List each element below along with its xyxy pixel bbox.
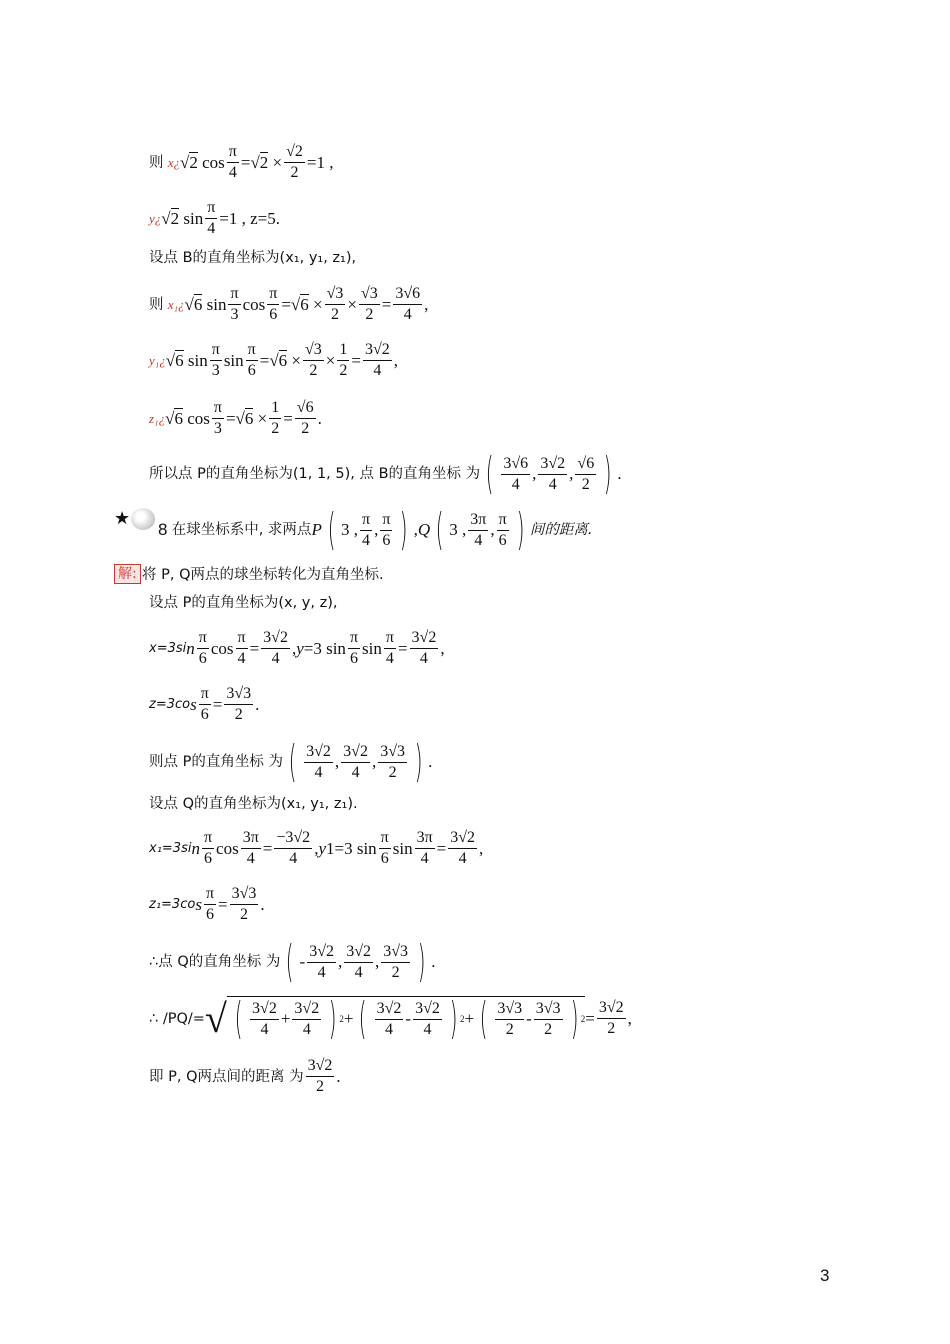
frac: $\frac{3\pi}{4}$ bbox=[242, 829, 259, 867]
prefix: x=3si bbox=[149, 640, 187, 656]
page-number: 3 bbox=[820, 1266, 830, 1285]
paren-right: ) bbox=[328, 993, 337, 1044]
radical-sign: √ bbox=[204, 995, 227, 1041]
var-x1: x₁ bbox=[167, 296, 179, 312]
frac: $\frac{\pi}{6}$ bbox=[382, 510, 391, 549]
formula-prefix: ∴ /PQ/= bbox=[149, 1010, 205, 1027]
exponent: 2 bbox=[339, 1014, 344, 1024]
paren-right: ) bbox=[417, 936, 426, 987]
frac: $\frac{3√2}{2}$ bbox=[307, 1057, 333, 1095]
frac: $\frac{3\pi}{4}$ bbox=[470, 510, 487, 549]
eq-line-z1: z₁ ¿ √6 cos $\frac{\pi}{3}$ =√6 × $\frac{1}{2}$ = $\frac{√6}{2}$ . bbox=[149, 399, 322, 437]
math-run: sin bbox=[223, 350, 244, 370]
frac: $\frac{3√3}{2}$ bbox=[231, 885, 257, 923]
paren-right: ) bbox=[570, 993, 578, 1044]
frac: $\frac{\pi}{6}$ bbox=[198, 629, 207, 667]
frac: $\frac{3√6}{4}$ bbox=[395, 285, 421, 323]
math-run: cos bbox=[242, 294, 266, 314]
frac: $\frac{√2}{2}$ bbox=[286, 143, 303, 181]
eq-line-y1: y₁ ¿ √6 sin $\frac{\pi}{3}$ sin $\frac{\pi}{6}$ =√6 × $\frac{√3}{2}$ × $\frac{1}{2}$ = $\frac{3√2}{4}$ , bbox=[149, 341, 398, 379]
eq-line-q-z: z₁=3co s $\frac{\pi}{6}$ = $\frac{3√3}{2}$ . bbox=[149, 885, 265, 923]
frac: $\frac{3√2}{4}$ bbox=[411, 629, 437, 667]
frac: $\frac{3√2}{4}$ bbox=[263, 629, 288, 667]
paren-right: ) bbox=[400, 504, 408, 555]
frac: $\frac{3√2}{4}$ bbox=[415, 999, 440, 1038]
text-ze: 则 bbox=[149, 154, 164, 171]
final-text: 即 P, Q两点间的距离 为 bbox=[149, 1068, 304, 1085]
frac: $\frac{\pi}{6}$ bbox=[205, 885, 215, 923]
frac: $\frac{√3}{2}$ bbox=[305, 341, 322, 379]
frac: $\frac{3√2}{4}$ bbox=[450, 829, 476, 867]
paren-right: ) bbox=[516, 504, 525, 555]
frac: $\frac{3\pi}{4}$ bbox=[416, 829, 433, 867]
frac: $\frac{3√2}{4}$ bbox=[252, 999, 277, 1038]
paren-left: ( bbox=[286, 936, 294, 987]
eq-line-x1: 则 x₁ ¿ √6 sin $\frac{\pi}{3}$ cos $\frac{\pi}{6}$ =√6 × $\frac{√3}{2}$ × $\frac{√3}{2}$ = $\frac{3√6}{4}$ , bbox=[149, 285, 429, 323]
paren-left: ( bbox=[359, 993, 367, 1044]
eq-line-p-xy: x=3si n $\frac{\pi}{6}$ cos $\frac{\pi}{4}$ = $\frac{3√2}{4}$ , y =3 sin $\frac{\pi}{6}$ sin $\frac{\pi}{4}$ = $\frac{3√2}{4}$ , bbox=[149, 629, 445, 667]
frac: $\frac{-3√2}{4}$ bbox=[276, 829, 311, 867]
math-run: =1 , z=5. bbox=[219, 208, 281, 228]
conclusion-line-q: ∴点 Q的直角坐标 为 ( - $\frac{3√2}{4}$ , $\frac{3√2}{4}$ , $\frac{3√3}{2}$ ) . bbox=[149, 936, 436, 987]
math-run: √6 sin bbox=[184, 294, 227, 314]
exponent: 2 bbox=[580, 1014, 586, 1024]
eq-line-x bbox=[149, 142, 334, 183]
frac: $\frac{3√3}{2}$ bbox=[226, 685, 252, 723]
frac: $\frac{√6}{2}$ bbox=[296, 399, 314, 437]
frac: $\frac{\pi}{3}$ bbox=[230, 285, 239, 323]
frac: $\frac{\pi}{3}$ bbox=[213, 399, 222, 437]
text-line: 将 P, Q两点的球坐标转化为直角坐标. bbox=[142, 567, 384, 583]
math-run: =√6 × bbox=[281, 294, 323, 314]
eq-line-q-xy: x₁=3si n $\frac{\pi}{6}$ cos $\frac{3\pi}{4}$ = $\frac{-3√2}{4}$ , y 1=3 sin $\frac{\pi}{6}$ sin $\frac{3\pi}{4}$ = $\frac{3√2}{4}$ , bbox=[149, 829, 484, 867]
frac: $\frac{\pi}{4}$ bbox=[237, 629, 246, 667]
frac: $\frac{\pi}{4}$ bbox=[228, 143, 237, 181]
math-run: =√6 × bbox=[225, 408, 268, 428]
frac: $\frac{√6}{2}$ bbox=[577, 454, 595, 493]
frac: $\frac{3√6}{4}$ bbox=[503, 454, 529, 493]
junk-glyph: ¿ bbox=[173, 154, 181, 170]
frac: $\frac{1}{2}$ bbox=[271, 399, 280, 437]
var-y1: y₁ bbox=[149, 352, 160, 368]
var-z1: z₁ bbox=[149, 410, 159, 426]
frac: $\frac{\pi}{6}$ bbox=[247, 341, 256, 379]
bullet-circle-icon bbox=[131, 508, 155, 530]
frac: $\frac{\pi}{3}$ bbox=[211, 341, 220, 379]
paren-right: ) bbox=[603, 448, 612, 499]
prefix: z=3co bbox=[149, 696, 191, 712]
text-ze: 则 bbox=[149, 296, 164, 313]
frac: $\frac{3√2}{2}$ bbox=[598, 999, 624, 1037]
text-line: 设点 P的直角坐标为(x, y, z), bbox=[149, 595, 338, 611]
math-run: =√6 × bbox=[259, 350, 301, 370]
frac: $\frac{\pi}{6}$ bbox=[203, 829, 213, 867]
prefix: x₁=3si bbox=[149, 840, 192, 856]
frac: $\frac{3√2}{4}$ bbox=[540, 454, 566, 493]
frac: $\frac{\pi}{4}$ bbox=[362, 510, 371, 549]
junk-glyph: ¿ bbox=[178, 296, 185, 312]
frac: $\frac{3√2}{4}$ bbox=[364, 341, 390, 379]
frac: $\frac{√3}{2}$ bbox=[360, 285, 378, 323]
conclusion-line-p: 则点 P的直角坐标 为 ( $\frac{3√2}{4}$ , $\frac{3√2}{4}$ , $\frac{3√3}{2}$ ) . bbox=[149, 736, 433, 787]
math-run: √6 sin bbox=[165, 350, 208, 370]
math-run: √2 cos bbox=[180, 152, 225, 172]
question-8: 8 在球坐标系中, 求两点 P ( 3 , $\frac{\pi}{4}$ , $\frac{\pi}{6}$ ) , Q ( 3 , $\frac{3\pi}{4}$ , $\frac{\pi}{6}$ ) 间的距离. bbox=[158, 504, 593, 555]
paren-right: ) bbox=[449, 993, 458, 1044]
frac: $\frac{3√3}{2}$ bbox=[535, 999, 561, 1038]
math-run: =√2 × bbox=[240, 152, 283, 172]
frac: $\frac{\pi}{4}$ bbox=[207, 199, 216, 237]
conclusion-text: 所以点 P的直角坐标为(1, 1, 5), 点 B的直角坐标 为 bbox=[149, 466, 481, 482]
var-x: x bbox=[167, 154, 174, 170]
conclusion-text: 则点 P的直角坐标 为 bbox=[149, 754, 283, 770]
final-answer: 即 P, Q两点间的距离 为 $\frac{3√2}{2}$ . bbox=[149, 1057, 341, 1095]
paren-left: ( bbox=[479, 993, 488, 1044]
frac: $\frac{3√3}{2}$ bbox=[383, 942, 409, 981]
question-tail: 间的距离. bbox=[529, 522, 593, 538]
frac: $\frac{3√2}{4}$ bbox=[294, 999, 320, 1038]
text-line: 设点 Q的直角坐标为(x₁, y₁, z₁). bbox=[149, 796, 358, 812]
frac: $\frac{\pi}{6}$ bbox=[380, 829, 389, 867]
frac: $\frac{\pi}{6}$ bbox=[269, 285, 278, 323]
distance-formula: ∴ /PQ/= √ ( $\frac{3√2}{4}$ + $\frac{3√2}{4}$ ) 2 + ( $\frac{3√2}{4}$ - $\frac{3√2}{4}$ ) 2 + ( $\frac{3√3}{2}$ - $\frac{3√3}{2}$ ) 2 = $\frac{3√2}{2}$ , bbox=[149, 993, 632, 1044]
frac: $\frac{3√2}{4}$ bbox=[306, 742, 331, 781]
math-run: √6 cos bbox=[165, 408, 210, 428]
radicand: ( $\frac{3√2}{4}$ + $\frac{3√2}{4}$ ) 2 + ( $\frac{3√2}{4}$ - $\frac{3√2}{4}$ ) 2 + ( $\frac{3√3}{2}$ - $\frac{3√3}{2}$ ) 2 bbox=[227, 996, 585, 1041]
eq-line-p-z: z=3co s $\frac{\pi}{6}$ = $\frac{3√3}{2}$ . bbox=[149, 685, 260, 723]
junk-glyph: ¿ bbox=[154, 210, 162, 226]
frac: $\frac{3√2}{4}$ bbox=[376, 999, 402, 1038]
math-run: =1 , bbox=[306, 152, 334, 172]
frac: $\frac{1}{2}$ bbox=[339, 341, 348, 379]
paren-left: ( bbox=[485, 448, 494, 499]
frac: $\frac{3√2}{4}$ bbox=[309, 942, 334, 981]
paren-left: ( bbox=[327, 504, 336, 555]
frac: $\frac{3√3}{2}$ bbox=[497, 999, 523, 1038]
star-icon: ★ bbox=[114, 508, 131, 529]
question-number: 8 bbox=[158, 520, 168, 539]
math-run: P bbox=[311, 520, 322, 539]
conclusion-text: ∴点 Q的直角坐标 为 bbox=[149, 954, 281, 970]
var-y: y bbox=[149, 210, 155, 226]
junk-glyph: ¿ bbox=[158, 410, 166, 426]
prefix: z₁=3co bbox=[149, 896, 196, 912]
frac: $\frac{\pi}{6}$ bbox=[498, 510, 507, 549]
junk-glyph: ¿ bbox=[159, 352, 166, 368]
frac: $\frac{\pi}{6}$ bbox=[349, 629, 359, 667]
frac: $\frac{3√2}{4}$ bbox=[346, 942, 372, 981]
paren-left: ( bbox=[435, 504, 444, 555]
frac: $\frac{√3}{2}$ bbox=[326, 285, 344, 323]
frac: $\frac{3√2}{4}$ bbox=[343, 742, 368, 781]
solution-label: 解: bbox=[114, 564, 141, 584]
frac: $\frac{\pi}{6}$ bbox=[200, 685, 209, 723]
paren-left: ( bbox=[234, 993, 243, 1044]
paren-left: ( bbox=[288, 736, 297, 787]
conclusion-line-b: 所以点 P的直角坐标为(1, 1, 5), 点 B的直角坐标 为 ( $\frac{3√6}{4}$ , $\frac{3√2}{4}$ , $\frac{√6}{2}$ ) . bbox=[149, 448, 622, 499]
frac: $\frac{\pi}{4}$ bbox=[385, 629, 394, 667]
frac: $\frac{3√3}{2}$ bbox=[380, 742, 405, 781]
question-text: 在球坐标系中, 求两点 bbox=[171, 522, 312, 538]
eq-line-y bbox=[149, 198, 280, 239]
exponent: 2 bbox=[460, 1014, 465, 1024]
math-run: √2 sin bbox=[161, 208, 204, 228]
text-line: 设点 B的直角坐标为(x₁, y₁, z₁), bbox=[149, 250, 357, 266]
paren-right: ) bbox=[414, 736, 423, 787]
